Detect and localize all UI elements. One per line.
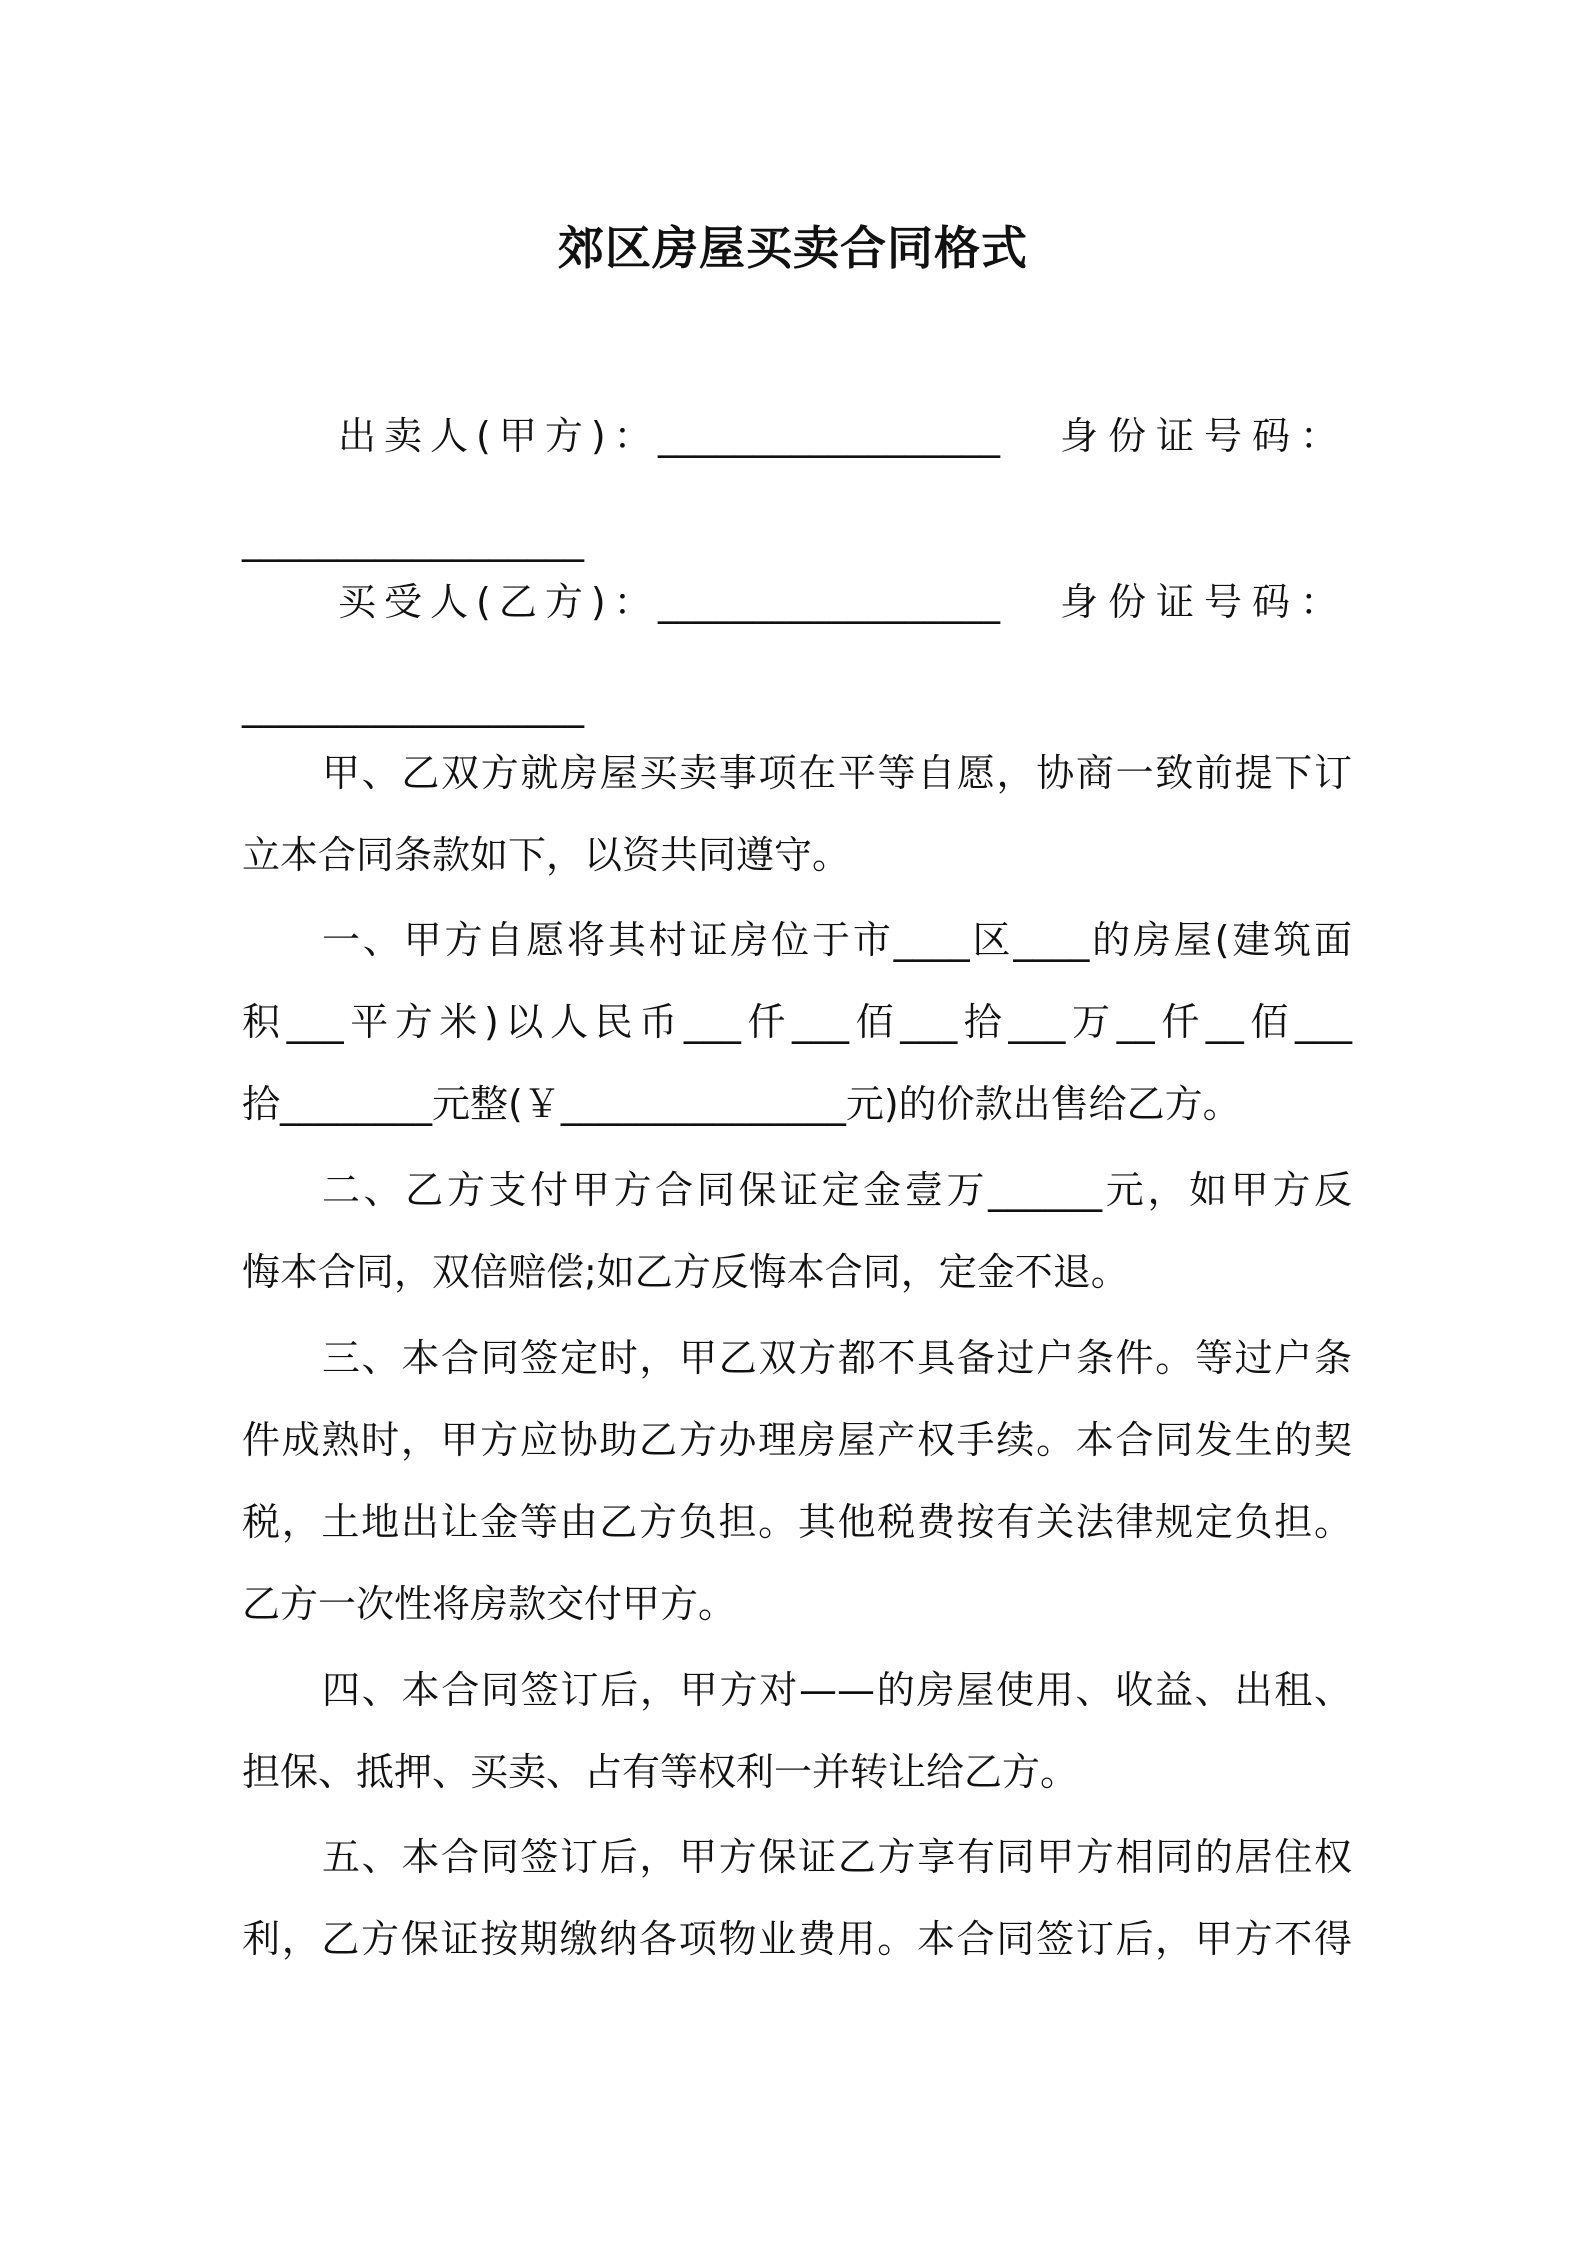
- paragraph-line: 件成熟时，甲方应协助乙方办理房屋产权手续。本合同发生的契: [242, 1418, 1352, 1462]
- buyer-id-blank: __________________: [242, 684, 584, 728]
- buyer-id-label: 身份证号码：: [1059, 580, 1348, 624]
- paragraph-line: 四、本合同签订后，甲方对——的房屋使用、收益、出租、: [322, 1668, 1352, 1712]
- paragraph-line: 积___平方米)以人民币___仟___佰___拾___万__仟__佰___: [242, 1000, 1352, 1044]
- paragraph-line: 乙方一次性将房款交付甲方。: [242, 1582, 737, 1626]
- seller-id-blank: __________________: [242, 518, 584, 562]
- paragraph-line: 五、本合同签订后，甲方保证乙方享有同甲方相同的居住权: [322, 1835, 1352, 1879]
- buyer-name-blank: __________________: [658, 580, 1000, 624]
- paragraph-line: 担保、抵押、买卖、占有等权利一并转让给乙方。: [242, 1750, 1079, 1794]
- paragraph-line: 利，乙方保证按期缴纳各项物业费用。本合同签订后，甲方不得: [242, 1917, 1352, 1961]
- paragraph-line: 二、乙方支付甲方合同保证定金壹万______元，如甲方反: [322, 1168, 1352, 1212]
- paragraph-line: 甲、乙双方就房屋买卖事项在平等自愿，协商一致前提下订: [322, 751, 1352, 795]
- seller-name-blank: __________________: [658, 414, 1000, 458]
- paragraph-line: 三、本合同签定时，甲乙双方都不具备过户条件。等过户条: [322, 1336, 1352, 1380]
- document-title: 郊区房屋买卖合同格式: [558, 221, 1028, 275]
- paragraph-line: 拾________元整(￥_______________元)的价款出售给乙方。: [242, 1082, 1241, 1126]
- paragraph-line: 悔本合同，双倍赔偿;如乙方反悔本合同，定金不退。: [242, 1250, 1129, 1294]
- paragraph-line: 立本合同条款如下，以资共同遵守。: [242, 833, 851, 877]
- seller-id-label: 身份证号码：: [1059, 414, 1348, 458]
- buyer-label: 买受人(乙方)：: [338, 580, 660, 624]
- paragraph-line: 税，土地出让金等由乙方负担。其他税费按有关法律规定负担。: [242, 1500, 1352, 1544]
- seller-label: 出卖人(甲方)：: [338, 414, 660, 458]
- paragraph-line: 一、甲方自愿将其村证房位于市____区____的房屋(建筑面: [322, 918, 1352, 962]
